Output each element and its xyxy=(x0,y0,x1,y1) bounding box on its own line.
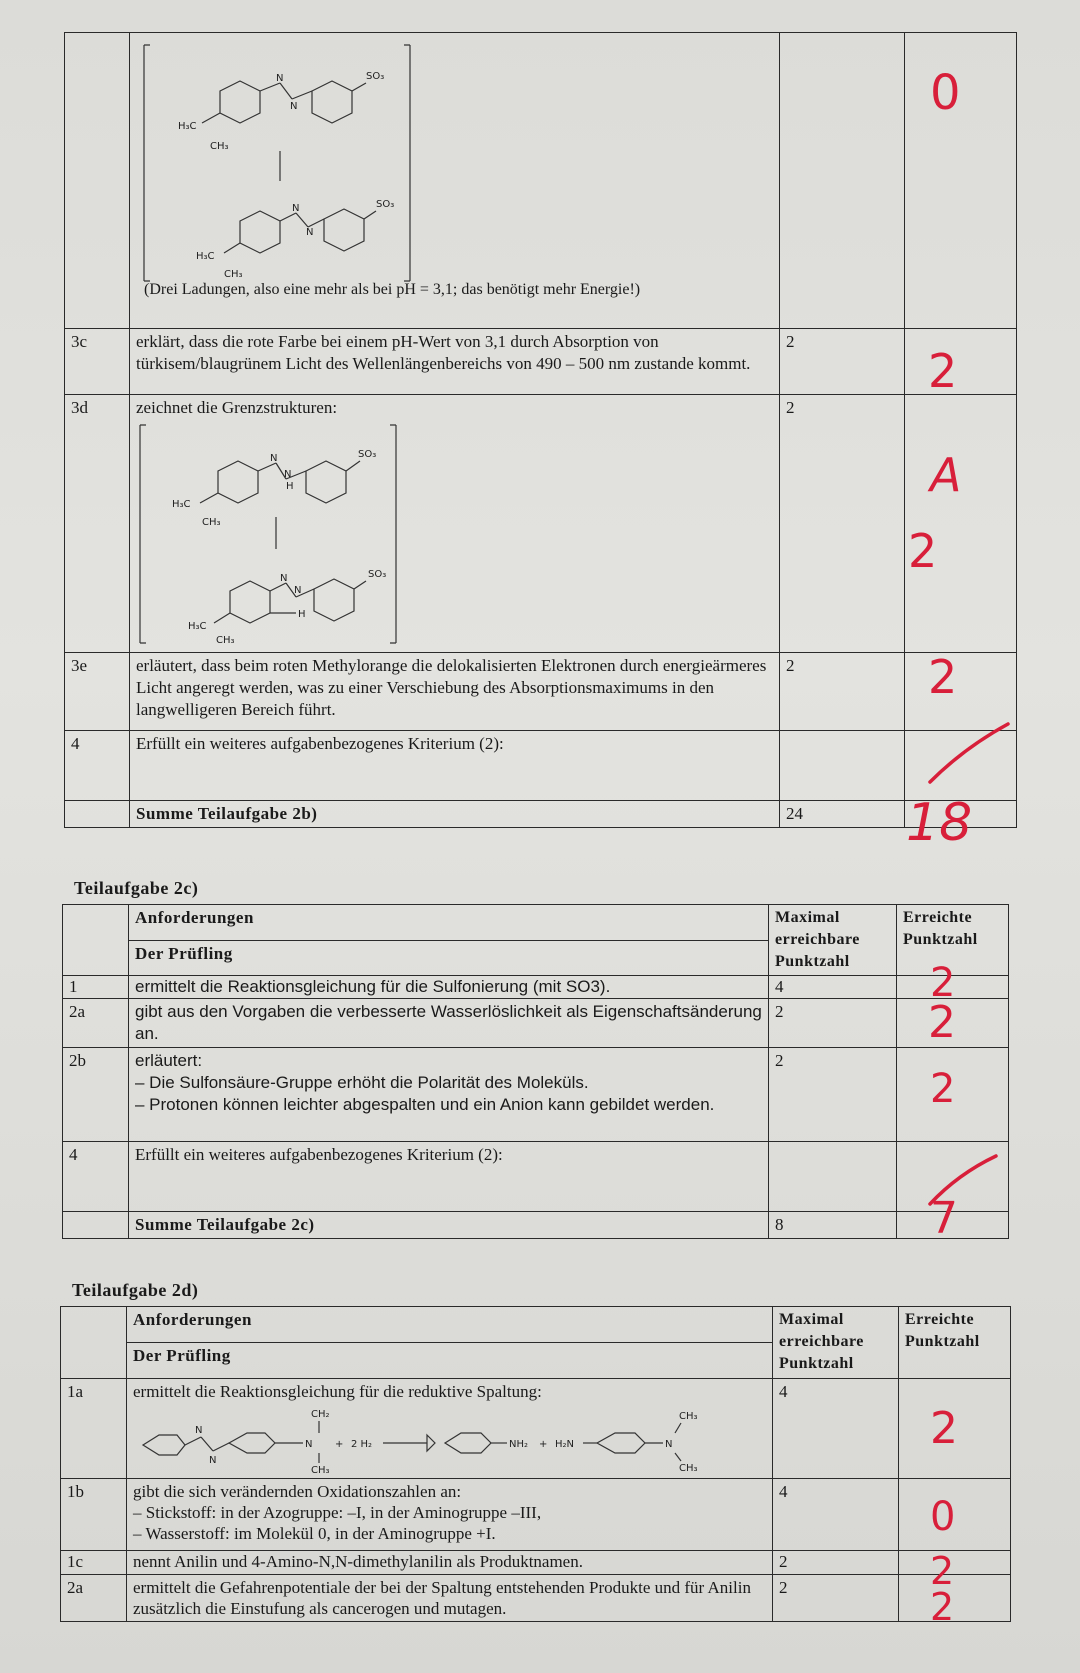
section-title-2c: Teilaufgabe 2c) xyxy=(74,878,199,898)
header-examinee: Der Prüfling xyxy=(129,940,769,976)
criterion-text: gibt die sich verändernden Oxidationszahlen an: xyxy=(133,1482,462,1501)
max-points: 4 xyxy=(769,976,897,999)
table-row xyxy=(63,1142,1009,1212)
table-row xyxy=(63,976,1009,999)
n-label: N xyxy=(290,101,298,112)
handwritten-score: 2 xyxy=(930,1066,956,1112)
section-title-2d: Teilaufgabe 2d) xyxy=(72,1280,199,1300)
criterion-text: ermittelt die Gefahrenpotentiale der bei der Spaltung entstehenden Produkte und für Anilin zusätzlich die Einstufung als cancerogen und mutagen. xyxy=(127,1575,773,1622)
table-header-row xyxy=(61,1307,1011,1343)
n-label: N xyxy=(305,1439,313,1450)
n-label: N xyxy=(292,203,300,214)
n-label: N xyxy=(195,1425,203,1436)
handwritten-score: 2 xyxy=(908,524,938,578)
max-points: 2 xyxy=(773,1575,899,1622)
ch2-label: CH₂ xyxy=(311,1409,330,1420)
row-id: 1c xyxy=(61,1551,127,1575)
row-id: 2a xyxy=(63,999,129,1048)
h3c-label: H₃C xyxy=(188,621,207,632)
table-row xyxy=(65,731,1017,801)
chem-structure-resonance xyxy=(136,421,406,647)
row-id-cell xyxy=(65,801,130,828)
criterion-bullet: – Die Sulfonsäure-Gruppe erhöht die Polarität des Moleküls. xyxy=(135,1073,589,1092)
n-label: N xyxy=(284,469,292,480)
h3c-label: H₃C xyxy=(172,499,191,510)
so3-label: SO₃ xyxy=(368,569,387,580)
h2-label: 2 H₂ xyxy=(351,1439,373,1450)
sum-row xyxy=(63,1212,1009,1239)
row-id-cell xyxy=(65,33,130,329)
handwritten-score: 2 xyxy=(930,960,956,1006)
handwritten-score: 2 xyxy=(930,1403,958,1454)
criterion-text: nennt Anilin und 4-Amino-N,N-dimethylanilin als Produktnamen. xyxy=(127,1551,773,1575)
table-row xyxy=(61,1379,1011,1479)
criterion-cell xyxy=(127,1479,773,1551)
header-requirements: Anforderungen xyxy=(127,1307,773,1343)
header-max-points: Maximal erreichbare Punktzahl xyxy=(769,905,897,976)
ch3-label: CH₃ xyxy=(216,635,235,646)
max-points-cell xyxy=(769,1142,897,1212)
header-achieved-points: Erreichte Punktzahl xyxy=(897,905,1009,976)
handwritten-score: A xyxy=(930,448,962,502)
n-label: N xyxy=(306,227,314,238)
handwritten-slash xyxy=(924,718,1014,788)
ch3-label: CH₃ xyxy=(679,1463,698,1474)
max-points: 2 xyxy=(773,1551,899,1575)
criterion-text: erläutert, dass beim roten Methylorange die delokalisierten Elektronen durch energieärmeres Licht angeregt werden, was zu einer Verschiebung des Absorptionsmaximums in den langwelligeren Bereich führt. xyxy=(130,653,780,731)
ch3-label: CH₃ xyxy=(224,269,243,280)
sum-points: 24 xyxy=(780,801,905,828)
n-label: N xyxy=(665,1439,673,1450)
criterion-cell xyxy=(127,1379,773,1479)
sum-label: Summe Teilaufgabe 2b) xyxy=(130,801,780,828)
plus-sign: + xyxy=(335,1439,344,1450)
handwritten-score: 2 xyxy=(930,1585,955,1629)
table-row xyxy=(61,1575,1011,1622)
max-points-cell xyxy=(780,731,905,801)
criterion-cell xyxy=(130,395,780,653)
header-max-points: Maximal erreichbare Punktzahl xyxy=(773,1307,899,1379)
achieved-points-cell xyxy=(899,1551,1011,1575)
max-points: 4 xyxy=(773,1379,899,1479)
row-id: 4 xyxy=(65,731,130,801)
sum-points: 8 xyxy=(769,1212,897,1239)
criterion-bullet: – Protonen können leichter abgespalten und ein Anion kann gebildet werden. xyxy=(135,1095,715,1114)
table-row xyxy=(63,999,1009,1048)
chem-structure-2b-top xyxy=(140,41,420,285)
max-points: 2 xyxy=(769,999,897,1048)
table-row xyxy=(61,1551,1011,1575)
criterion-text: Erfüllt ein weiteres aufgabenbezogenes Kriterium (2): xyxy=(130,731,780,801)
h-label: H xyxy=(286,481,294,492)
ch3-label: CH₃ xyxy=(202,517,221,528)
max-points-cell xyxy=(780,33,905,329)
row-id: 3e xyxy=(65,653,130,731)
plus-sign: + xyxy=(539,1439,548,1450)
criterion-cell xyxy=(129,1048,769,1142)
handwritten-score: 2 xyxy=(928,997,956,1048)
table-2b xyxy=(64,32,1017,828)
criterion-text: zeichnet die Grenzstrukturen: xyxy=(136,398,338,417)
max-points: 2 xyxy=(769,1048,897,1142)
max-points: 2 xyxy=(780,653,905,731)
criterion-text: ermittelt die Reaktionsgleichung für die reduktive Spaltung: xyxy=(133,1382,542,1401)
ch3-label: CH₃ xyxy=(210,141,229,152)
achieved-points-cell xyxy=(905,329,1017,398)
handwritten-score: 0 xyxy=(930,1494,956,1540)
sum-label: Summe Teilaufgabe 2c) xyxy=(129,1212,769,1239)
h3c-label: H₃C xyxy=(178,121,197,132)
h2n-label: H₂N xyxy=(555,1439,575,1450)
table-row xyxy=(65,395,1017,653)
row-id: 3d xyxy=(65,395,130,653)
n-label: N xyxy=(294,585,302,596)
table-2d xyxy=(60,1306,1011,1622)
ch3-label: CH₃ xyxy=(679,1411,698,1422)
criterion-text: erklärt, dass die rote Farbe bei einem pH-Wert von 3,1 durch Absorption von türkisem/blaugrünem Licht des Wellenlängenbereichs von 490 – 500 nm zustande kommt. xyxy=(130,329,780,395)
table-row xyxy=(65,329,1017,395)
row-id-cell xyxy=(63,1212,129,1239)
n-label: N xyxy=(280,573,288,584)
structure-note: (Drei Ladungen, also eine mehr als bei pH = 3,1; das benötigt mehr Energie!) xyxy=(144,281,641,298)
row-id: 1b xyxy=(61,1479,127,1551)
criterion-text: Erfüllt ein weiteres aufgabenbezogenes Kriterium (2): xyxy=(129,1142,769,1212)
handwritten-score: 0 xyxy=(930,65,961,121)
header-id-cell xyxy=(63,905,129,976)
row-id: 1a xyxy=(61,1379,127,1479)
table-header-row xyxy=(63,905,1009,941)
n-label: N xyxy=(276,73,284,84)
header-id-cell xyxy=(61,1307,127,1379)
achieved-points-cell xyxy=(899,1575,1011,1622)
structure-cell xyxy=(130,33,780,329)
handwritten-score: 2 xyxy=(930,1549,955,1593)
criterion-bullet: – Stickstoff: in der Azogruppe: –I, in der Aminogruppe –III, xyxy=(133,1503,542,1522)
table-row xyxy=(65,33,1017,329)
criterion-text: ermittelt die Reaktionsgleichung für die Sulfonierung (mit SO3). xyxy=(129,976,769,999)
so3-label: SO₃ xyxy=(366,71,385,82)
ch3-label: CH₃ xyxy=(311,1465,330,1475)
table-2c xyxy=(62,904,1009,1239)
row-id: 2a xyxy=(61,1575,127,1622)
so3-label: SO₃ xyxy=(376,199,395,210)
row-id: 3c xyxy=(65,329,130,395)
table-row xyxy=(65,653,1017,731)
handwritten-score: 2 xyxy=(928,650,958,704)
criterion-bullet: – Wasserstoff: im Molekül 0, in der Aminogruppe +I. xyxy=(133,1524,496,1543)
row-id: 1 xyxy=(63,976,129,999)
reaction-equation xyxy=(135,1405,745,1475)
max-points: 4 xyxy=(773,1479,899,1551)
max-points: 2 xyxy=(780,395,905,653)
h-label: H xyxy=(298,609,306,620)
sum-row xyxy=(65,801,1017,828)
header-requirements: Anforderungen xyxy=(129,905,769,941)
n-label: N xyxy=(209,1455,217,1466)
handwritten-score: 2 xyxy=(928,344,958,398)
row-id: 2b xyxy=(63,1048,129,1142)
header-examinee: Der Prüfling xyxy=(127,1343,773,1379)
max-points: 2 xyxy=(780,329,905,395)
handwritten-sum: 7 xyxy=(930,1193,958,1244)
criterion-text: gibt aus den Vorgaben die verbesserte Wasserlöslichkeit als Eigenschaftsänderung an. xyxy=(129,999,769,1048)
n-label: N xyxy=(270,453,278,464)
so3-label: SO₃ xyxy=(358,449,377,460)
nh2-label: NH₂ xyxy=(509,1439,529,1450)
table-row xyxy=(61,1479,1011,1551)
row-id: 4 xyxy=(63,1142,129,1212)
criterion-text: erläutert: xyxy=(135,1051,203,1070)
handwritten-sum: 18 xyxy=(906,793,973,853)
h3c-label: H₃C xyxy=(196,251,215,262)
table-row xyxy=(63,1048,1009,1142)
header-achieved-points: Erreichte Punktzahl xyxy=(899,1307,1011,1379)
